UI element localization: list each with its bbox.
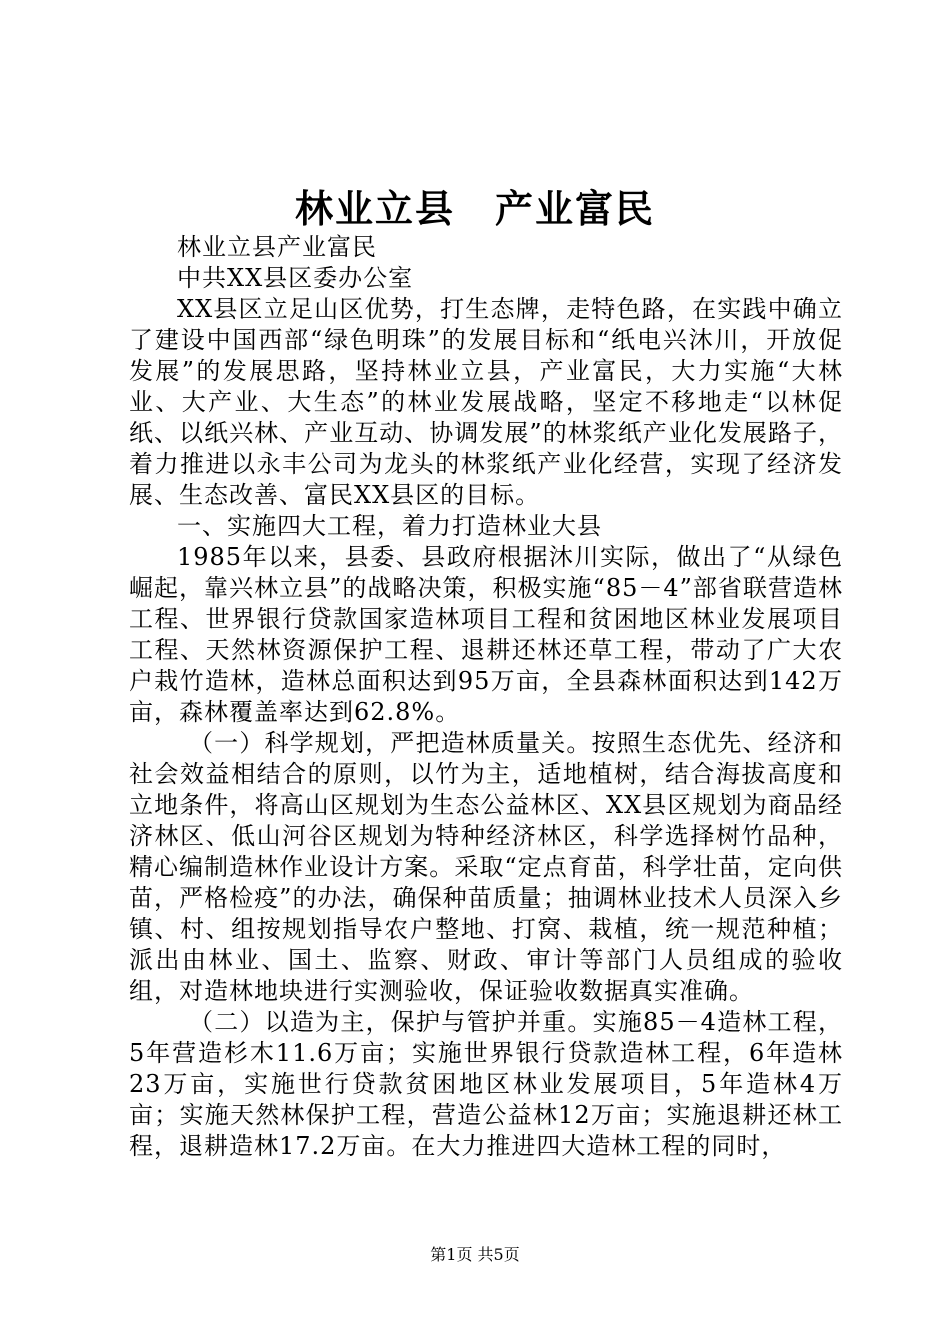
paragraph-intro: XX县区立足山区优势，打生态牌，走特色路，在实践中确立了建设中国西部“绿色明珠”的发展目标和“纸电兴沐川，开放促发展”的发展思路，坚持林业立县，产业富民，大力实施“大林业、大产业、大生态”的林业发展战略，坚定不移地走“以林促纸、以纸兴林、产业互动、协调发展”的林浆纸产业化发展路子，着力推进以永丰公司为龙头的林浆纸产业化经营，实现了经济发展、生态改善、富民XX县区的目标。 — [129, 295, 843, 509]
paragraph-subtitle: 林业立县产业富民 — [177, 233, 377, 261]
document-body — [129, 232, 843, 1162]
page-footer: 第1页 共5页 — [430, 1245, 520, 1264]
document-title: 林业立县 产业富民 — [294, 186, 655, 231]
paragraph-planning: （一）科学规划，严把造林质量关。按照生态优先、经济和社会效益相结合的原则，以竹为主，适地植树，结合海拔高度和立地条件，将高山区规划为生态公益林区、XX县区规划为商品经济林区、低山河谷区规划为特种经济林区，科学选择树竹品种，精心编制造林作业设计方案。采取“定点育苗，科学壮苗，定向供苗，严格检疫”的办法，确保种苗质量；抽调林业技术人员深入乡镇、村、组按规划指导农户整地、打窝、栽植，统一规范种植；派出由林业、国土、监察、财政、审计等部门人员组成的验收组，对造林地块进行实测验收，保证验收数据真实准确。 — [129, 729, 843, 1005]
paragraph-protection: （二）以造为主，保护与管护并重。实施85－4造林工程，5年营造杉木11.6万亩；实施世界银行贷款造林工程，6年造林23万亩，实施世行贷款贫困地区林业发展项目，5年造林4万亩；实施天然林保护工程，营造公益林12万亩；实施退耕还林工程，退耕造林17.2万亩。在大力推进四大造林工程的同时， — [129, 1008, 843, 1160]
paragraph-history: 1985年以来，县委、县政府根据沐川实际，做出了“从绿色崛起，靠兴林立县”的战略决策，积极实施“85－4”部省联营造林工程、世界银行贷款国家造林项目工程和贫困地区林业发展项目工程、天然林资源保护工程、退耕还林还草工程，带动了广大农户栽竹造林，造林总面积达到95万亩，全县森林面积达到142万亩，森林覆盖率达到62.8%。 — [129, 543, 843, 726]
section-heading: 一、实施四大工程，着力打造林业大县 — [177, 512, 602, 540]
paragraph-author: 中共XX县区委办公室 — [177, 264, 414, 292]
